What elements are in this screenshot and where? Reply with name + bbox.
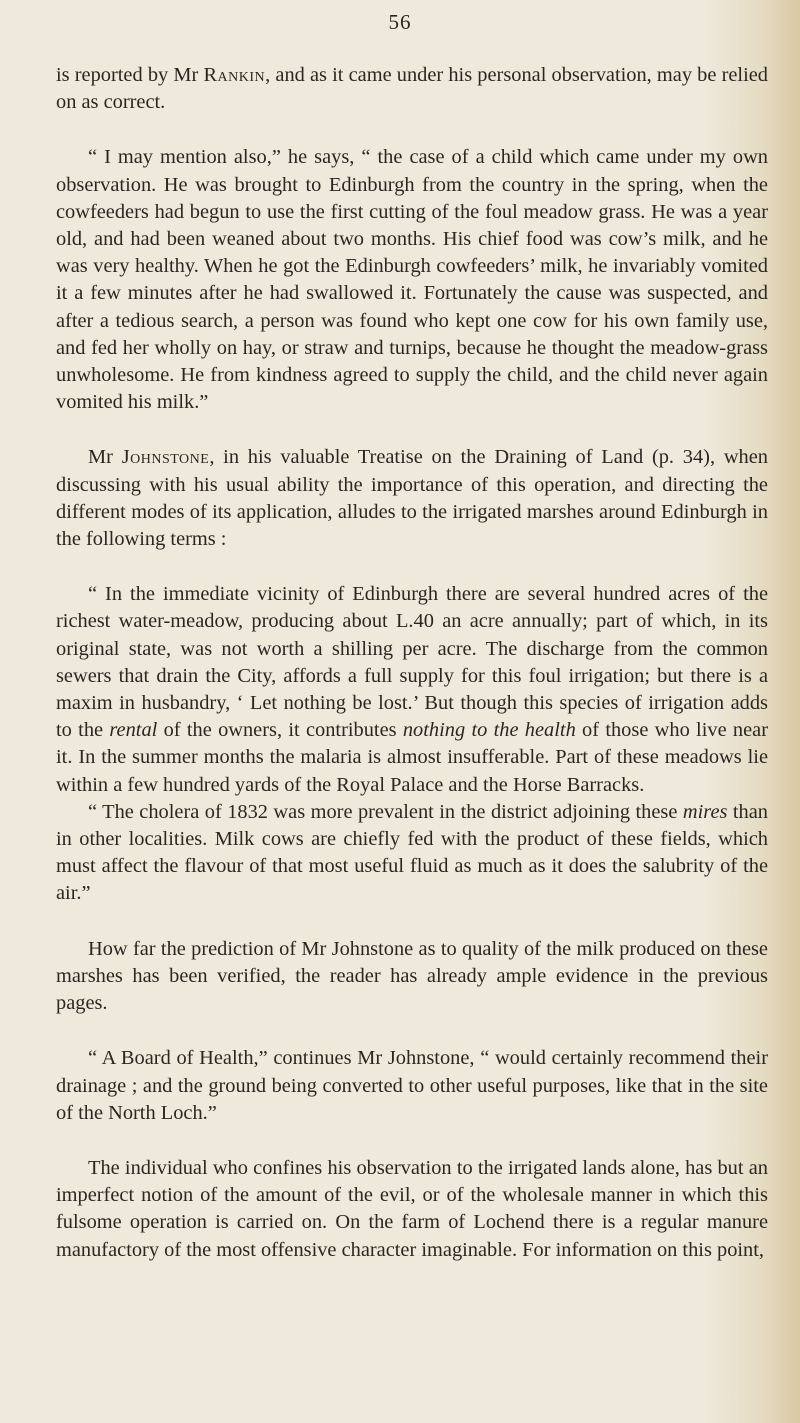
body-text xyxy=(56,62,768,1264)
quote-emphasis-rental: rental xyxy=(109,719,158,742)
person-name: Johnstone xyxy=(121,446,210,469)
paragraph-7-quote: “ A Board of Health,” continues Mr Johnstone, “ would certainly recommend their drainage ; and the ground being converted to other useful purposes, like that in the site of the North Loch.” xyxy=(56,1047,768,1124)
quote-text-a: “ In the immediate vicinity of Edinburgh there are several hundred acres of the richest water-meadow, producing about L.40 an acre annually; part of which, in its original state, was not worth a shilling per acre. The discharge from the common sewers that drain the City, affords a full supply for this foul irrigation; but there is a maxim in husbandry, ‘ Let nothing be lost.’ But though this species of irrigation adds to the xyxy=(56,583,768,742)
paragraph-2-quote: “ I may mention also,” he says, “ the case of a child which came under my own observation. He was brought to Edinburgh from the country in the spring, when the cowfeeders had begun to use the first cutting of the foul meadow grass. He was a year old, and had been weaned about two months. His chief food was cow’s milk, and he was very healthy. When he got the Edinburgh cowfeeders’ milk, he invariably vomited it a few minutes after he had swallowed it. Fortunately the cause was suspected, and after a tedious search, a person was found who kept one cow for his own family use, and fed her wholly on hay, or straw and turnips, because he thought the meadow-grass unwholesome. He from kindness agreed to supply the child, and the child never again vomited his milk.” xyxy=(56,146,768,414)
quote-text-a: “ The cholera of 1832 was more prevalent in the district adjoining these xyxy=(88,800,683,823)
person-name: Rankin xyxy=(203,64,266,86)
quote-emphasis-health: nothing to the health xyxy=(402,719,576,742)
paragraph-5-quote xyxy=(56,799,768,908)
quote-text-b: than in other localities. Milk cows are chiefly fed with the product of these fields, which must affect the flavour of that most useful fluid as much as it does the salubrity of the air.” xyxy=(56,800,768,905)
paragraph-4-quote xyxy=(56,581,768,799)
paragraph-3: Mr Johnstone, in his valuable Treatise on the Draining of Land (p. 34), when discussing with his usual ability the importance of this operation, and directing the different modes of its application, alludes to the irrigated marshes around Edinburgh in the following terms : xyxy=(56,446,768,551)
quote-text-c: of those who live near it. In the summer months the malaria is almost insufferable. Part of these meadows lie within a few hundred yards of the Royal Palace and the Horse Barracks. xyxy=(56,719,769,796)
quote-emphasis-mires: mires xyxy=(682,800,728,823)
paragraph-1: is reported by Mr Rankin, and as it came under his personal observation, may be relied on as correct. xyxy=(56,64,768,114)
page-number: 56 xyxy=(388,10,412,34)
quote-text-b: of the owners, it contributes xyxy=(157,719,403,742)
paragraph-8: The individual who confines his observation to the irrigated lands alone, has but an imperfect notion of the amount of the evil, or of the wholesale manner in which this fulsome operation is carried on. On the farm of Lochend there is a regular manure manufactory of the most offensive character imaginable. For information on this point, xyxy=(56,1156,768,1261)
paragraph-6: How far the prediction of Mr Johnstone as to quality of the milk produced on these marshes has been verified, the reader has already ample evidence in the previous pages. xyxy=(56,937,768,1015)
